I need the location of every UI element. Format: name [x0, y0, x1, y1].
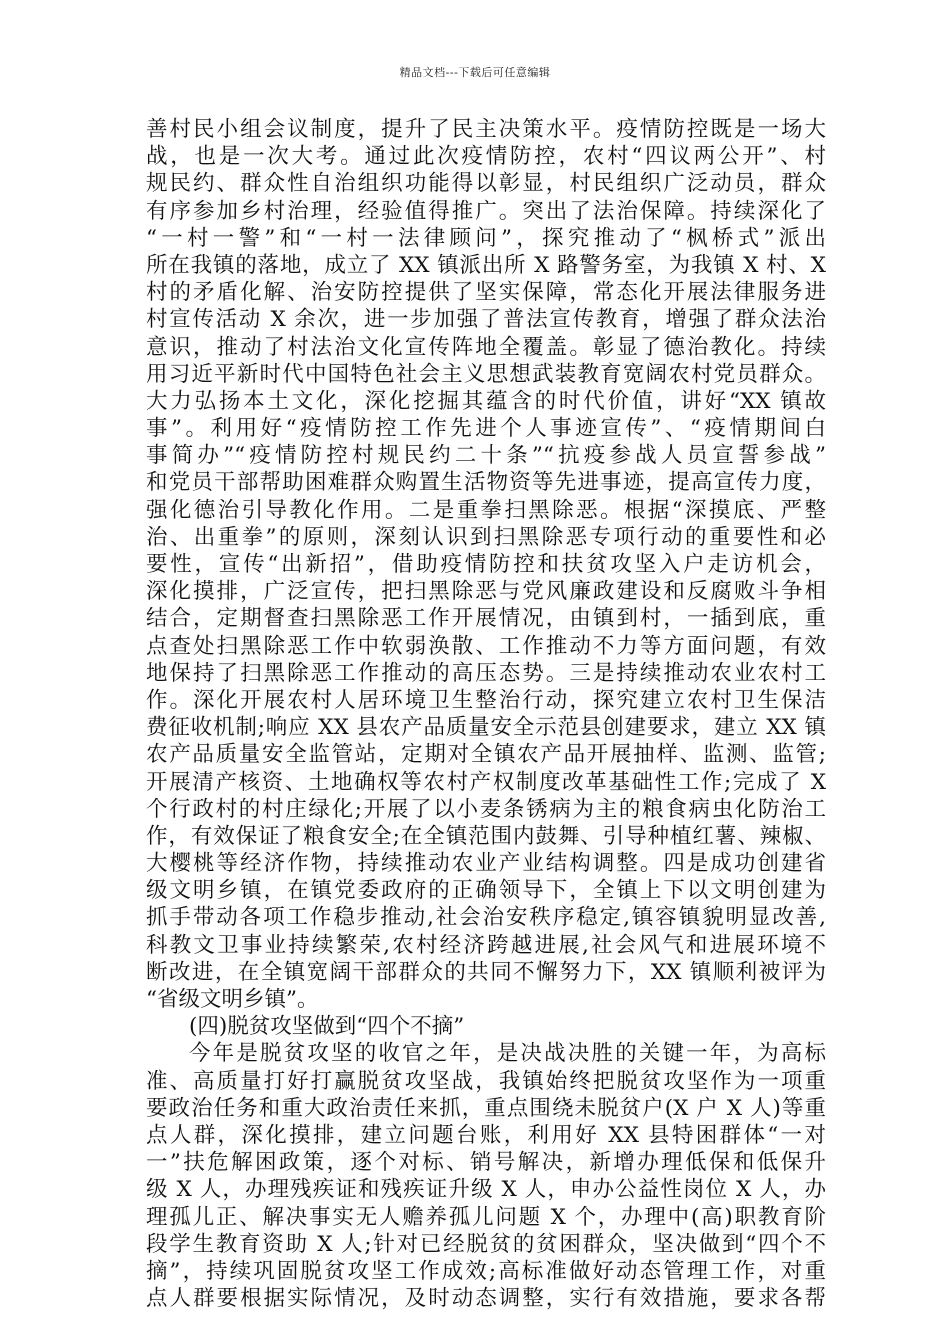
text-line: 摘”，持续巩固脱贫攻坚工作成效;高标准做好动态管理工作，对重 — [146, 1258, 826, 1284]
text-line: 费征收机制;响应 XX 县农产品质量安全示范县创建要求，建立 XX 镇 — [146, 715, 826, 741]
text-line: 个行政村的村庄绿化;开展了以小麦条锈病为主的粮食病虫化防治工 — [146, 796, 826, 822]
text-line: 要性，宣传“出新招”，借助疫情防控和扶贫攻坚入户走访机会， — [146, 552, 826, 577]
text-line: 意识，推动了村法治文化宣传阵地全覆盖。彰显了德治教化。持续 — [146, 334, 826, 360]
text-line: 准、高质量打好打赢脱贫攻坚战，我镇始终把脱贫攻坚作为一项重 — [146, 1068, 826, 1094]
text-line: 强化德治引导教化作用。二是重拳扫黑除恶。根据“深摸底、严整 — [146, 497, 826, 523]
text-line: 和党员干部帮助困难群众购置生活物资等先进事迹，提高宣传力度， — [146, 470, 826, 496]
text-line: 大樱桃等经济作物，持续推动农业产业结构调整。四是成功创建省 — [146, 851, 826, 877]
text-line: 战，也是一次大考。通过此次疫情防控，农村“四议两公开”、村 — [146, 144, 826, 170]
text-line: 点查处扫黑除恶工作中软弱涣散、工作推动不力等方面问题，有效 — [146, 633, 826, 659]
text-line: 村宣传活动 X 余次，进一步加强了普法宣传教育，增强了群众法治 — [146, 307, 826, 333]
text-line: 段学生教育资助 X 人;针对已经脱贫的贫困群众，坚决做到“四个不 — [146, 1231, 826, 1257]
text-line: 开展清产核资、土地确权等农村产权制度改革基础性工作;完成了 X — [146, 769, 826, 795]
text-line: 事简办”“疫情防控村规民约二十条”“抗疫参战人员宣誓参战” — [146, 443, 826, 469]
text-line: 点人群，深化摸排，建立问题台账，利用好 XX 县特困群体“一对 — [146, 1122, 826, 1148]
text-line: 作。深化开展农村人居环境卫生整治行动，探究建立农村卫生保洁 — [146, 687, 826, 713]
text-line: 地保持了扫黑除恶工作推动的高压态势。三是持续推动农业农村工 — [146, 660, 826, 686]
text-line: 今年是脱贫攻坚的收官之年，是决战决胜的关键一年，为高标 — [189, 1041, 826, 1067]
text-line: 农产品质量安全监管站，定期对全镇农产品开展抽样、监测、监管; — [146, 742, 826, 768]
text-line: 结合，定期督查扫黑除恶工作开展情况，由镇到村，一插到底，重 — [146, 606, 826, 632]
document-body — [146, 116, 826, 1312]
text-line: 级 X 人，办理残疾证和残疾证升级 X 人，申办公益性岗位 X 人，办 — [146, 1177, 826, 1203]
text-line: 级文明乡镇，在镇党委政府的正确领导下，全镇上下以文明创建为 — [146, 878, 826, 904]
section-heading: (四)脱贫攻坚做到“四个不摘” — [189, 1014, 465, 1040]
text-line: 作，有效保证了粮食安全;在全镇范围内鼓舞、引导种植红薯、辣椒、 — [146, 823, 826, 849]
text-line: 深化摸排，广泛宣传，把扫黑除恶与党风廉政建设和反腐败斗争相 — [146, 579, 826, 605]
text-line: 所在我镇的落地，成立了 XX 镇派出所 X 路警务室，为我镇 X 村、X — [146, 252, 826, 278]
text-line: “省级文明乡镇”。 — [146, 987, 319, 1012]
text-line: “一村一警”和“一村一法律顾问”，探究推动了“枫桥式”派出 — [146, 225, 826, 251]
text-line: 用习近平新时代中国特色社会主义思想武装教育宽阔农村党员群众。 — [146, 361, 826, 387]
text-line: 要政治任务和重大政治责任来抓，重点围绕未脱贫户(X 户 X 人)等重 — [146, 1095, 826, 1121]
text-line: 有序参加乡村治理，经验值得推广。突出了法治保障。持续深化了 — [146, 198, 826, 224]
text-line: 治、出重拳”的原则，深刻认识到扫黑除恶专项行动的重要性和必 — [146, 524, 826, 550]
page-header-note: 精品文档---下载后可任意编辑 — [399, 66, 551, 79]
text-line: 理孤儿正、解决事实无人赡养孤儿问题 X 个，办理中(高)职教育阶 — [146, 1204, 826, 1230]
text-line: 村的矛盾化解、治安防控提供了坚实保障，常态化开展法律服务进 — [146, 280, 826, 306]
text-line: 抓手带动各项工作稳步推动,社会治安秩序稳定,镇容镇貌明显改善, — [146, 905, 826, 931]
text-line: 断改进，在全镇宽阔干部群众的共同不懈努力下，XX 镇顺利被评为 — [146, 959, 826, 985]
text-line: 一”扶危解困政策，逐个对标、销号解决，新增办理低保和低保升 — [146, 1150, 826, 1176]
text-line: 点人群要根据实际情况，及时动态调整，实行有效措施，要求各帮 — [146, 1286, 826, 1312]
text-line: 规民约、群众性自治组织功能得以彰显，村民组织广泛动员，群众 — [146, 171, 826, 197]
text-line: 大力弘扬本土文化，深化挖掘其蕴含的时代价值，讲好“XX 镇故 — [146, 388, 826, 414]
text-line: 科教文卫事业持续繁荣,农村经济跨越进展,社会风气和进展环境不 — [146, 932, 826, 958]
text-line: 善村民小组会议制度，提升了民主决策水平。疫情防控既是一场大 — [146, 117, 826, 142]
text-line: 事”。利用好“疫情防控工作先进个人事迹宣传”、“疫情期间白 — [146, 416, 826, 442]
